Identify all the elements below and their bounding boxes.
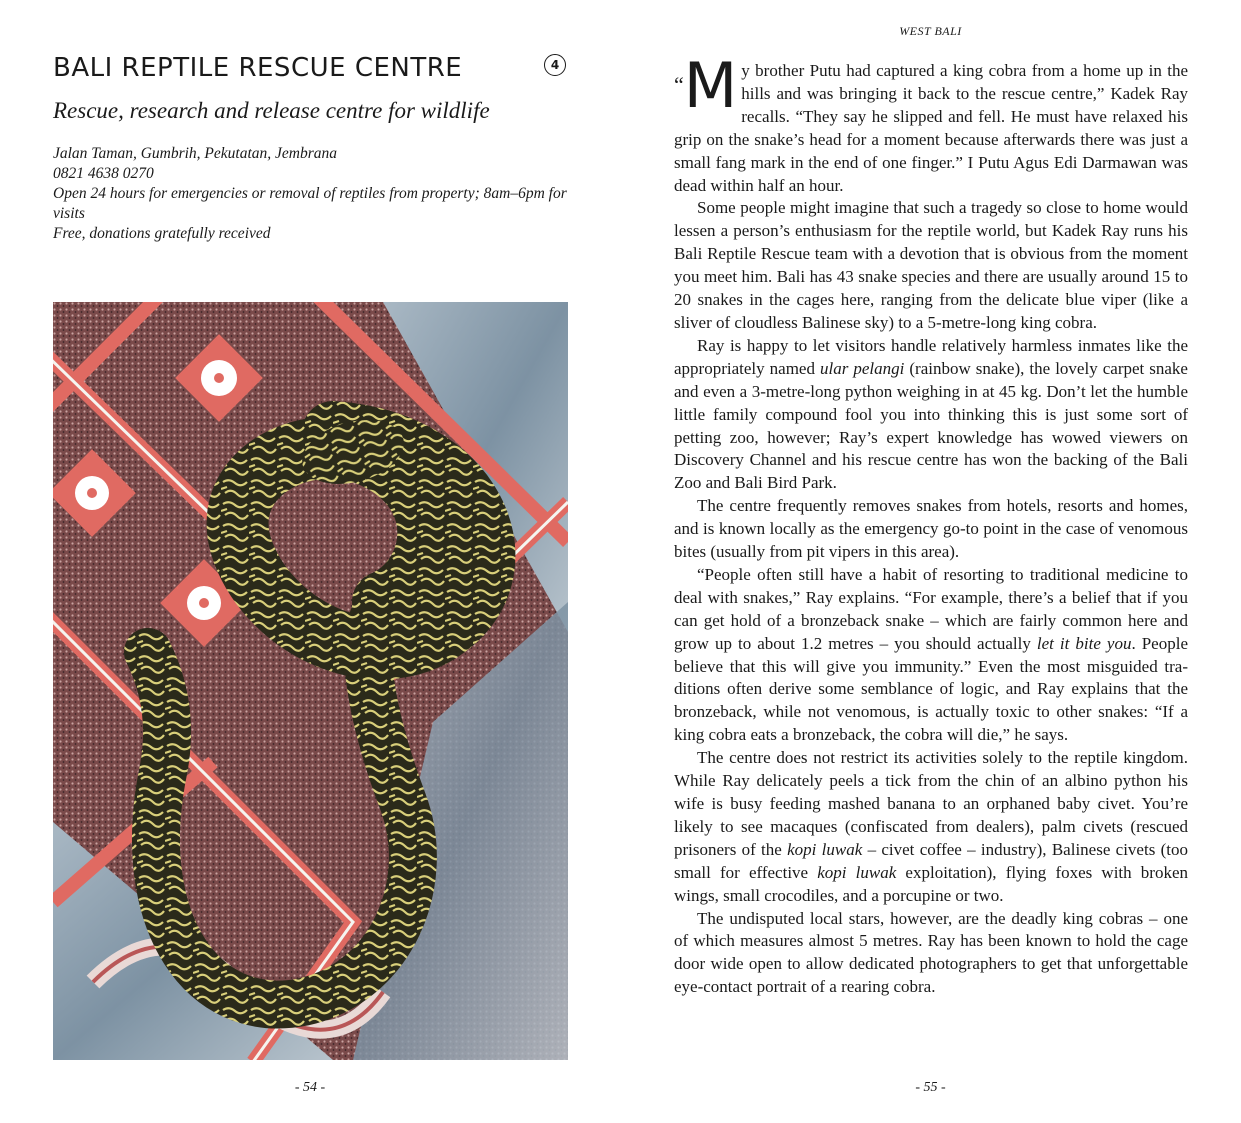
venue-info bbox=[53, 144, 573, 244]
right-page bbox=[620, 0, 1241, 1123]
python-on-tiles-illustration bbox=[53, 302, 568, 1060]
article-paragraph: “People often still have a habit of resorting to traditional medicine to deal with snakes,” Ray explains. “For example, there’s a belief that if you can get hold of a bronzeback snake – which are fairly common here and grow up to about 1.2 metres – you should actually let it bite you. People believe that this will give you immunity.” Even the most misguided traditions often derive some semblance of logic, and Ray explains that the bronzeback, while not venomous, is actually toxic to other snakes: “If a king cobra eats a bronzeback, the cobra will die,” he says. bbox=[674, 564, 1188, 745]
dropcap-quote: “ bbox=[674, 72, 684, 97]
page-subtitle: Rescue, research and release centre for wildlife bbox=[53, 98, 490, 123]
article-paragraph: Some people might imagine that such a tragedy so close to home would lessen a person’s enthusiasm for the reptile world, but Kadek Ray runs his Bali Reptile Rescue team with a devotion that is obvious from the moment you meet him. Bali has 43 snake species and there are usually around 15 to 20 snakes in the cages here, ranging from the delicate blue viper (like a sliver of cloudless Balinese sky) to a 5-metre-long king cobra. bbox=[674, 198, 1188, 332]
article-paragraph: The centre frequently removes snakes from hotels, resorts and homes, and is known locally as the emergency go-to point in the case of venomous bites (usually from pit vipers in this area). bbox=[674, 496, 1188, 562]
page-title: BALI REPTILE RESCUE CENTRE bbox=[53, 53, 463, 83]
venue-address: Jalan Taman, Gumbrih, Pekutatan, Jembrana bbox=[53, 145, 338, 162]
left-page bbox=[0, 0, 620, 1123]
dropcap-letter: M bbox=[683, 49, 738, 122]
venue-price: Free, donations gratefully received bbox=[53, 225, 271, 242]
article-body bbox=[674, 49, 1188, 999]
venue-hours: Open 24 hours for emergencies or removal of reptiles from property; 8am–6pm for visits bbox=[53, 185, 567, 222]
page-number-right: - 55 - bbox=[915, 1080, 946, 1095]
location-number-badge: 4 bbox=[544, 54, 566, 76]
python-photo bbox=[53, 302, 568, 1060]
article-paragraph: “ M y brother Putu had captured a king cobra from a home up in the hills and was bringing it back to the rescue centre,” Kadek Ray recalls. “They say he slipped and fell. He must have relaxed his grip on the snake’s head for a moment because afterwards there was just a small fang mark in the end of one finger.” I Putu Agus Edi Darmawan was dead within half an hour. bbox=[674, 49, 1188, 195]
running-head: WEST BALI bbox=[899, 24, 962, 38]
article-paragraph: The undisputed local stars, however, are the deadly king cobras – one of which measures almost 5 metres. Ray has been known to hold the cage door wide open to allow dedicated photographers to get that unforgettable eye-contact portrait of a rearing cobra. bbox=[674, 908, 1188, 997]
article-paragraph: The centre does not restrict its activities solely to the reptile kingdom. While Ray delicately peels a tick from the chin of an albino python his wife is busy feeding mashed banana to an orphaned baby civet. You’re likely to see macaques (confiscated from dealers), palm civets (rescued prisoners of the kopi luwak – civet coffee – industry), Balinese civets (too small for effective kopi luwak exploitation), flying foxes with broken wings, small crocodiles, and a porcupine or two. bbox=[674, 748, 1188, 905]
page-number-left: - 54 - bbox=[294, 1080, 326, 1095]
article-paragraph: Ray is happy to let visitors handle relatively harmless inmates like the appropriately named ular pelangi (rainbow snake), the lovely carpet snake and even a 3-metre-long python weighing in at 45 kg. Don’t let the humble little family compound fool you into thinking this is just some sort of petting zoo, however; Ray’s expert knowledge has wowed viewers on Discovery Channel and his rescue centre has won the backing of the Bali Zoo and Bali Bird Park. bbox=[674, 335, 1188, 493]
venue-phone: 0821 4638 0270 bbox=[53, 165, 154, 182]
